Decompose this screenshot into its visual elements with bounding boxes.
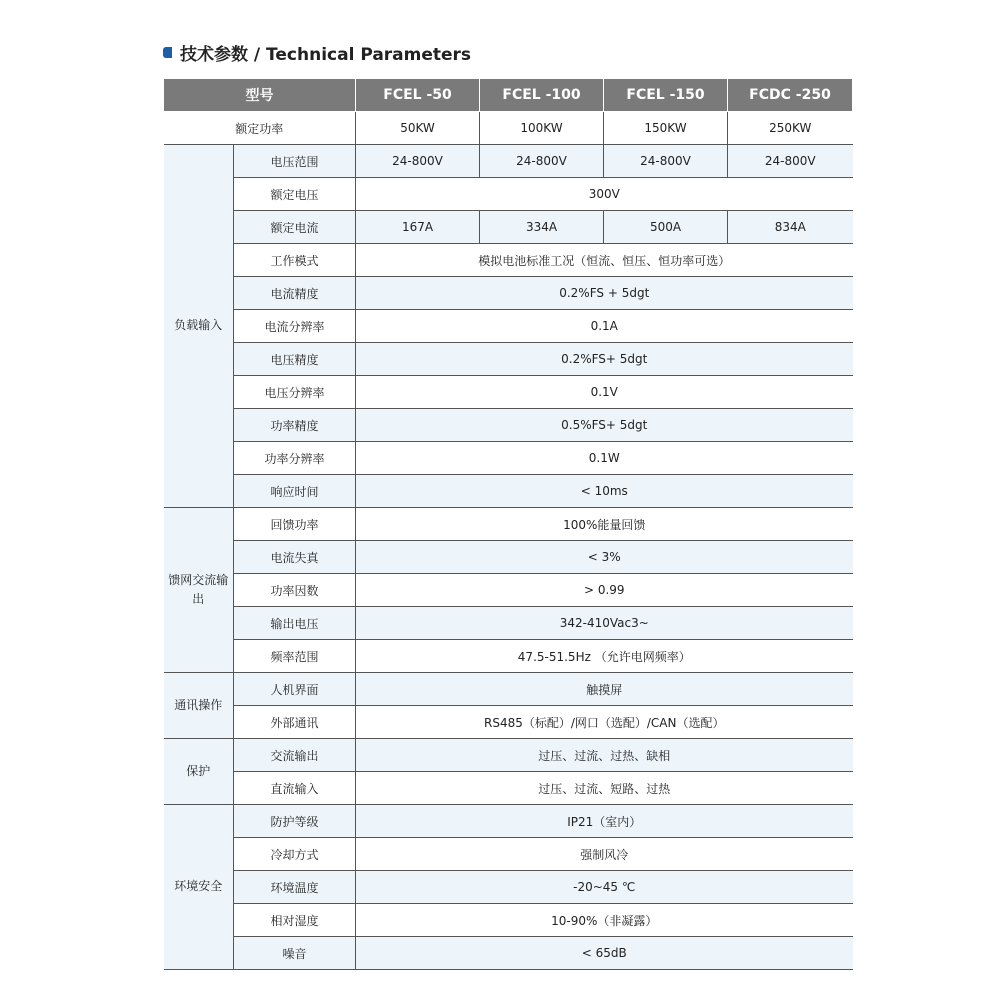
- spec-table: [163, 78, 853, 970]
- cell: 24-800V: [604, 145, 728, 178]
- row-label: 电压范围: [234, 145, 356, 178]
- cell: 0.2%FS+ 5dgt: [356, 343, 853, 376]
- row-label: 电流失真: [234, 541, 356, 574]
- cell: 强制风冷: [356, 838, 853, 871]
- cell: 0.2%FS + 5dgt: [356, 277, 853, 310]
- cell: 过压、过流、短路、过热: [356, 772, 853, 805]
- cell: 834A: [728, 211, 853, 244]
- table-row: [164, 706, 853, 739]
- row-label: 功率分辨率: [234, 442, 356, 475]
- cell: IP21（室内）: [356, 805, 853, 838]
- table-row: [164, 211, 853, 244]
- cell: 300V: [356, 178, 853, 211]
- row-label: 电流精度: [234, 277, 356, 310]
- table-row: [164, 838, 853, 871]
- cell: RS485（标配）/网口（选配）/CAN（选配）: [356, 706, 853, 739]
- table-row: [164, 475, 853, 508]
- cell: 10-90%（非凝露）: [356, 904, 853, 937]
- cell: 0.1V: [356, 376, 853, 409]
- row-label: 功率因数: [234, 574, 356, 607]
- cell: 模拟电池标准工况（恒流、恒压、恒功率可选）: [356, 244, 853, 277]
- row-label: 额定功率: [164, 112, 356, 145]
- row-label: 外部通讯: [234, 706, 356, 739]
- cell: 100%能量回馈: [356, 508, 853, 541]
- cell: > 0.99: [356, 574, 853, 607]
- table-row: [164, 112, 853, 145]
- table-row: [164, 409, 853, 442]
- row-label: 额定电流: [234, 211, 356, 244]
- cell: 0.1A: [356, 310, 853, 343]
- row-label: 回馈功率: [234, 508, 356, 541]
- row-label: 人机界面: [234, 673, 356, 706]
- group-label: 通讯操作: [164, 673, 234, 739]
- table-row: [164, 541, 853, 574]
- row-label: 工作模式: [234, 244, 356, 277]
- cell: 150KW: [604, 112, 728, 145]
- table-row: [164, 178, 853, 211]
- bullet-icon: [163, 47, 172, 58]
- row-label: 响应时间: [234, 475, 356, 508]
- table-row: [164, 442, 853, 475]
- cell: 100KW: [480, 112, 604, 145]
- row-label: 输出电压: [234, 607, 356, 640]
- cell: < 3%: [356, 541, 853, 574]
- cell: -20~45 ℃: [356, 871, 853, 904]
- cell: 334A: [480, 211, 604, 244]
- group-label: 保护: [164, 739, 234, 805]
- header-row: [164, 79, 853, 112]
- row-label: 功率精度: [234, 409, 356, 442]
- row-label: 电流分辨率: [234, 310, 356, 343]
- cell: 47.5-51.5Hz （允许电网频率）: [356, 640, 853, 673]
- row-label: 相对湿度: [234, 904, 356, 937]
- cell: 50KW: [356, 112, 480, 145]
- row-label: 额定电压: [234, 178, 356, 211]
- table-row: [164, 244, 853, 277]
- row-label: 频率范围: [234, 640, 356, 673]
- table-row: [164, 772, 853, 805]
- cell: 500A: [604, 211, 728, 244]
- row-label: 直流输入: [234, 772, 356, 805]
- row-label: 环境温度: [234, 871, 356, 904]
- header-model: 型号: [164, 79, 356, 112]
- row-label: 冷却方式: [234, 838, 356, 871]
- section-title: 技术参数 / Technical Parameters: [163, 40, 471, 65]
- row-label: 防护等级: [234, 805, 356, 838]
- table-row: [164, 805, 853, 838]
- table-row: [164, 145, 853, 178]
- row-label: 电压精度: [234, 343, 356, 376]
- table-row: [164, 310, 853, 343]
- cell: 342-410Vac3~: [356, 607, 853, 640]
- cell: 过压、过流、过热、缺相: [356, 739, 853, 772]
- group-label: 馈网交流输出: [164, 508, 234, 673]
- table-row: [164, 739, 853, 772]
- header-model-col: FCEL -50: [356, 79, 480, 112]
- cell: 24-800V: [480, 145, 604, 178]
- table-row: [164, 574, 853, 607]
- table-row: [164, 277, 853, 310]
- table-row: [164, 937, 853, 970]
- cell: < 65dB: [356, 937, 853, 970]
- cell: 24-800V: [728, 145, 853, 178]
- group-label: 负载输入: [164, 145, 234, 508]
- table-row: [164, 871, 853, 904]
- header-model-col: FCEL -150: [604, 79, 728, 112]
- table-row: [164, 607, 853, 640]
- header-model-col: FCDC -250: [728, 79, 853, 112]
- row-label: 电压分辨率: [234, 376, 356, 409]
- row-label: 交流输出: [234, 739, 356, 772]
- table-row: [164, 904, 853, 937]
- cell: < 10ms: [356, 475, 853, 508]
- table-row: [164, 376, 853, 409]
- table-row: [164, 640, 853, 673]
- cell: 250KW: [728, 112, 853, 145]
- header-model-col: FCEL -100: [480, 79, 604, 112]
- row-label: 噪音: [234, 937, 356, 970]
- cell: 24-800V: [356, 145, 480, 178]
- table-row: [164, 508, 853, 541]
- table-row: [164, 673, 853, 706]
- group-label: 环境安全: [164, 805, 234, 970]
- cell: 触摸屏: [356, 673, 853, 706]
- cell: 0.5%FS+ 5dgt: [356, 409, 853, 442]
- cell: 167A: [356, 211, 480, 244]
- table-row: [164, 343, 853, 376]
- cell: 0.1W: [356, 442, 853, 475]
